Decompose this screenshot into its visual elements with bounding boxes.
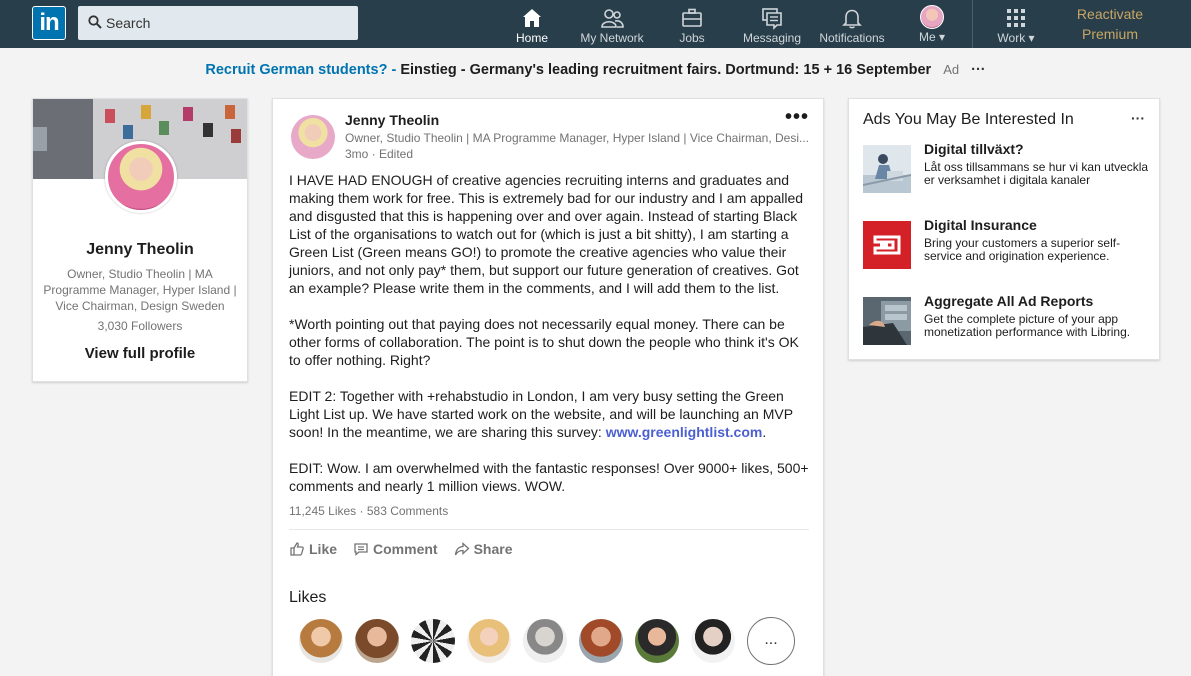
post-body xyxy=(289,171,814,513)
search-box[interactable] xyxy=(78,6,358,40)
nav-me-label: Me ▾ xyxy=(918,30,946,44)
messaging-icon xyxy=(760,6,784,30)
nav-messaging[interactable] xyxy=(740,0,804,48)
premium-line-2: Premium xyxy=(1081,26,1138,42)
reactivate-premium-link[interactable] xyxy=(1068,4,1152,44)
post-actions xyxy=(289,541,513,557)
liker-avatar[interactable] xyxy=(411,619,455,663)
post-stats xyxy=(289,504,448,518)
nav-messaging-label: Messaging xyxy=(742,31,802,45)
post-timestamp: 3mo · Edited xyxy=(345,147,414,161)
post-paragraph-end: . xyxy=(762,424,767,440)
ad-description: Låt oss tillsammans se hur vi kan utveckla er verksamhet i digitala kanaler xyxy=(924,160,1149,187)
nav-home-label: Home xyxy=(515,31,548,45)
ad-more-button[interactable]: ··· xyxy=(971,62,986,78)
network-icon xyxy=(600,6,624,30)
post-divider xyxy=(289,529,809,530)
linkedin-logo[interactable]: in xyxy=(32,6,66,40)
home-icon xyxy=(520,6,544,30)
like-label: Like xyxy=(309,541,338,557)
comment-label: Comment xyxy=(373,541,438,557)
comment-icon xyxy=(353,541,369,557)
top-ad-banner xyxy=(0,62,1191,78)
share-button[interactable] xyxy=(454,541,513,557)
post-paragraph: I HAVE HAD ENOUGH of creative agencies recruiting interns and graduates and making them work for free. This is extremely bad for our industry and I am appalled and disgusted that this is happening over and over again. Instead of starting Black List of the organisations to watch out for (which is just a bit shitty), I am starting a Green List (Green means GO!) to promote the creative agencies who value their juniors, and not only pay* them, but support our future generation of creatives. Got an example? Please write them in the comments, and I will add them to the list. xyxy=(289,172,804,296)
liker-avatar[interactable] xyxy=(691,619,735,663)
nav-my-network[interactable] xyxy=(574,0,650,48)
ad-image-woman-laptop xyxy=(863,145,911,193)
likes-count[interactable]: 11,245 Likes xyxy=(289,504,357,518)
search-icon xyxy=(88,15,102,29)
nav-me[interactable] xyxy=(906,0,958,48)
thumbs-up-icon xyxy=(289,541,305,557)
liker-avatar[interactable] xyxy=(579,619,623,663)
ads-more-button[interactable]: ··· xyxy=(1131,110,1145,126)
nav-notifications-label: Notifications xyxy=(819,31,885,45)
ad-description: Bring your customers a superior self-service and origination experience. xyxy=(924,236,1121,263)
search-input[interactable] xyxy=(106,6,352,40)
ad-tag: Ad xyxy=(943,62,960,77)
ads-title: Ads You May Be Interested In xyxy=(863,111,1074,128)
profile-avatar[interactable] xyxy=(105,141,177,213)
post-paragraph xyxy=(289,387,814,441)
ad-image-laptop-hand xyxy=(863,297,911,345)
premium-line-1: Reactivate xyxy=(1076,6,1144,22)
profile-card xyxy=(32,98,248,382)
top-navigation-bar xyxy=(0,0,1191,48)
ad-link[interactable]: Recruit German students? - xyxy=(205,62,397,78)
post-author-name[interactable]: Jenny Theolin xyxy=(345,112,440,128)
liker-avatar[interactable] xyxy=(467,619,511,663)
ad-description: Get the complete picture of your app monetization performance with Libring. xyxy=(924,312,1131,339)
ad-title[interactable]: Digital Insurance xyxy=(924,217,1037,233)
post-paragraph: EDIT: Wow. I am overwhelmed with the fantastic responses! Over 9000+ likes, 500+ comments and nearly 1 million views. WOW. xyxy=(289,460,809,494)
nav-jobs-label: Jobs xyxy=(679,31,705,45)
nav-work-label: Work ▾ xyxy=(997,31,1035,45)
comments-count[interactable]: 583 Comments xyxy=(366,504,449,518)
likes-section-title: Likes xyxy=(289,589,327,606)
ads-sidebar xyxy=(848,98,1160,360)
post-paragraph: *Worth pointing out that paying does not necessarily equal money. There can be other forms of collaboration. The point is to shut down the people who think it's OK to offer nothing. Right? xyxy=(289,316,799,368)
nav-jobs[interactable] xyxy=(666,0,718,48)
nav-my-network-label: My Network xyxy=(580,31,644,45)
liker-avatar[interactable] xyxy=(635,619,679,663)
share-label: Share xyxy=(473,541,513,557)
grid-icon xyxy=(1004,6,1028,30)
nav-divider xyxy=(972,0,973,48)
post-menu-button[interactable]: ••• xyxy=(785,106,810,128)
nav-notifications[interactable] xyxy=(814,0,890,48)
liker-avatar[interactable] xyxy=(299,619,343,663)
nav-work[interactable] xyxy=(988,0,1044,48)
liker-avatar[interactable] xyxy=(523,619,567,663)
ad-title[interactable]: Aggregate All Ad Reports xyxy=(924,293,1094,309)
post-author-headline: Owner, Studio Theolin | MA Programme Manager, Hyper Island | Vice Chairman, Desi... xyxy=(345,131,809,145)
post-paragraph-text: EDIT 2: Together with +rehabstudio in London, I am very busy setting the Green Light List up. We have started work on the website, and will be launching an MVP soon! In the meantime, we are sharing this survey: xyxy=(289,388,793,440)
ad-title[interactable]: Digital tillväxt? xyxy=(924,141,1024,157)
me-avatar xyxy=(920,5,944,29)
profile-followers: 3,030 Followers xyxy=(97,319,183,333)
feed-post xyxy=(272,98,824,676)
nav-home[interactable] xyxy=(506,0,558,48)
likers-list xyxy=(299,619,795,665)
profile-headline: Owner, Studio Theolin | MA Programme Manager, Hyper Island | Vice Chairman, Design Sweden xyxy=(43,267,237,313)
greenlightlist-link[interactable]: www.greenlightlist.com xyxy=(605,424,763,440)
comment-button[interactable] xyxy=(353,541,438,557)
stats-separator: · xyxy=(359,504,367,518)
more-likers-button[interactable]: ... xyxy=(747,617,795,665)
ad-text[interactable]: Einstieg - Germany's leading recruitment fairs. Dortmund: 15 + 16 September xyxy=(400,62,932,78)
profile-name[interactable]: Jenny Theolin xyxy=(86,241,194,258)
bell-icon xyxy=(840,6,864,30)
briefcase-icon xyxy=(680,6,704,30)
liker-avatar[interactable] xyxy=(355,619,399,663)
view-full-profile-link[interactable]: View full profile xyxy=(84,345,196,362)
ad-logo-digital-insurance xyxy=(863,221,911,269)
share-icon xyxy=(454,541,470,557)
like-button[interactable] xyxy=(289,541,337,557)
post-author-avatar[interactable] xyxy=(291,115,335,159)
